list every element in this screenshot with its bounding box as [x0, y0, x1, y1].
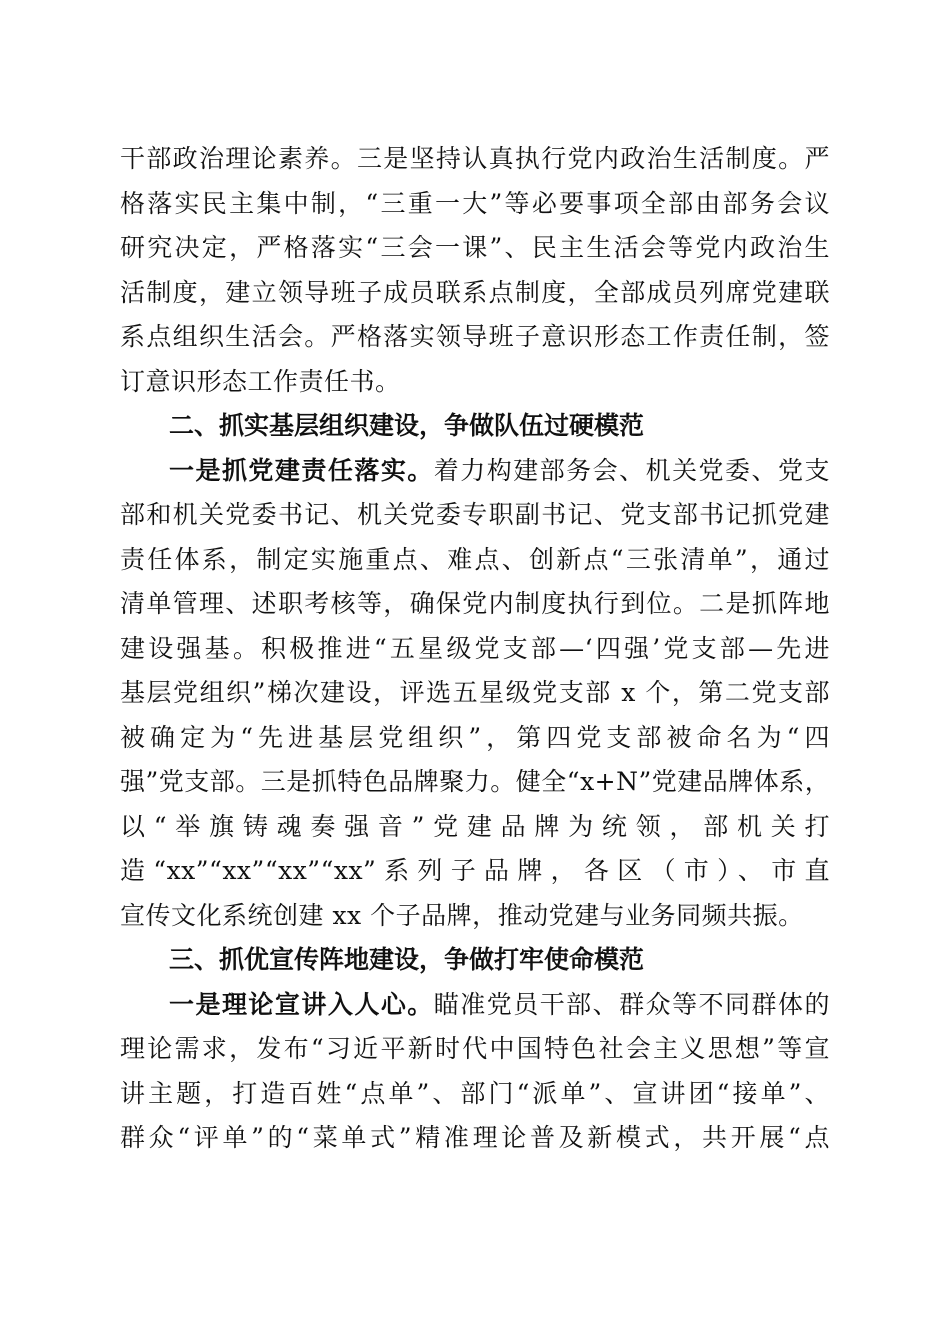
text-line: 研究决定，严格落实“三会一课”、民主生活会等党内政治生	[120, 233, 830, 262]
text-line: 强”党支部。三是抓特色品牌聚力。健全“x+N”党建品牌体系，	[120, 767, 831, 796]
section-2-paragraph	[120, 449, 830, 939]
text-span: 着力构建部务会、机关党委、党支	[433, 455, 830, 485]
text-line: 订意识形态工作责任书。	[120, 366, 401, 396]
text-line: 干部政治理论素养。三是坚持认真执行党内政治生活制度。严	[120, 144, 830, 173]
text-line: 基层党组织”梯次建设，评选五星级党支部 x 个，第二党支部	[120, 678, 830, 707]
text-line: 群众“评单”的“菜单式”精准理论普及新模式，共开展“点	[120, 1123, 830, 1152]
text-line: 格落实民主集中制，“三重一大”等必要事项全部由部务会议	[120, 188, 830, 218]
text-line: 系点组织生活会。严格落实领导班子意识形态工作责任制，签	[120, 322, 830, 351]
paragraph-lead: 一是抓党建责任落实。	[169, 455, 434, 485]
section-2-heading: 二、抓实基层组织建设，争做队伍过硬模范	[169, 411, 645, 440]
text-line: 讲主题，打造百姓“点单”、部门“派单”、宣讲团“接单”、	[120, 1078, 830, 1108]
text-line: 造“xx”“xx”“xx”“xx”系列子品牌，各区（市）、市直	[120, 856, 830, 885]
text-line	[120, 983, 830, 1028]
text-line: 被确定为“先进基层党组织”，第四党支部被命名为“四	[120, 722, 830, 752]
section-3-paragraph	[120, 983, 830, 1161]
document-page	[120, 137, 830, 1161]
text-line: 清单管理、述职考核等，确保党内制度执行到位。二是抓阵地	[120, 589, 830, 618]
text-line: 责任体系，制定实施重点、难点、创新点“三张清单”，通过	[120, 544, 830, 574]
text-line: 部和机关党委书记、机关党委专职副书记、党支部书记抓党建	[120, 500, 830, 529]
text-line: 以“举旗铸魂奏强音”党建品牌为统领，部机关打	[120, 811, 830, 841]
section-3-heading: 三、抓优宣传阵地建设，争做打牢使命模范	[169, 945, 645, 974]
paragraph-lead: 一是理论宣讲入人心。	[169, 989, 434, 1019]
text-line: 宣传文化系统创建 xx 个子品牌，推动党建与业务同频共振。	[120, 900, 804, 930]
text-line: 建设强基。积极推进“五星级党支部—‘四强’党支部—先进	[120, 633, 830, 663]
text-line	[120, 449, 830, 494]
section-1-paragraph	[120, 137, 830, 404]
text-line: 理论需求，发布“习近平新时代中国特色社会主义思想”等宣	[120, 1034, 830, 1063]
text-line: 活制度，建立领导班子成员联系点制度，全部成员列席党建联	[120, 277, 830, 307]
text-span: 瞄准党员干部、群众等不同群体的	[433, 989, 830, 1019]
